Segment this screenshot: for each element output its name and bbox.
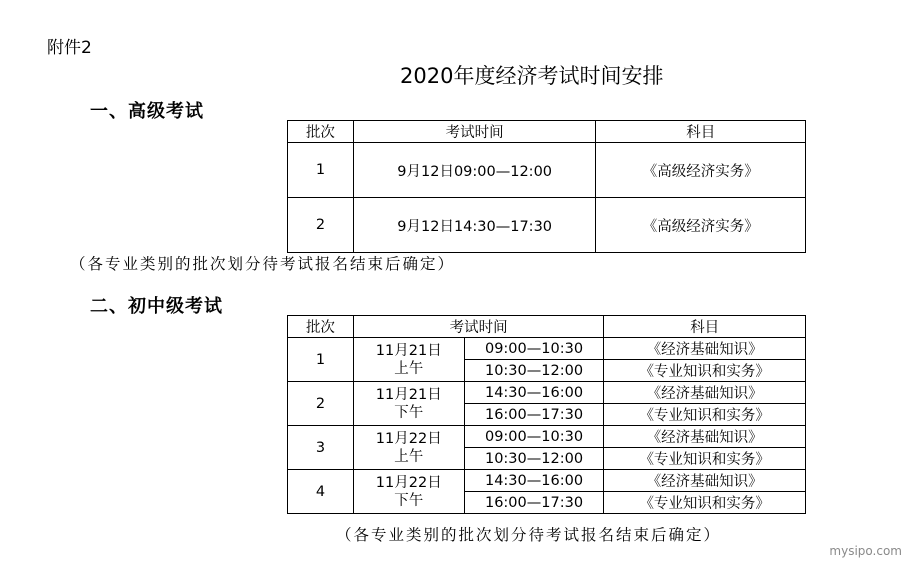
date-cell	[353, 338, 464, 382]
table-row	[288, 426, 806, 448]
time-cell: 09:00—10:30	[464, 426, 604, 448]
time-cell: 14:30—16:00	[464, 470, 604, 492]
senior-note: （各专业类别的批次划分待考试报名结束后确定）	[70, 255, 456, 273]
time-cell: 16:00—17:30	[464, 404, 604, 426]
date-cell	[353, 470, 464, 514]
header-time: 考试时间	[353, 121, 596, 143]
subject-cell: 《专业知识和实务》	[604, 404, 806, 426]
batch-cell: 3	[288, 426, 354, 470]
document-title: 2020年度经济考试时间安排	[400, 64, 664, 88]
header-batch: 批次	[288, 316, 354, 338]
subject-cell: 《经济基础知识》	[604, 338, 806, 360]
date-text: 11月22日	[375, 474, 442, 491]
subject-cell: 《高级经济实务》	[596, 143, 806, 198]
date-text: 11月21日	[375, 386, 442, 403]
batch-cell: 2	[288, 382, 354, 426]
time-cell: 10:30—12:00	[464, 448, 604, 470]
period-text: 上午	[394, 360, 424, 377]
date-cell	[353, 426, 464, 470]
subject-cell: 《专业知识和实务》	[604, 360, 806, 382]
section-junior-heading: 二、初中级考试	[90, 296, 223, 317]
table-row	[288, 143, 806, 198]
period-text: 上午	[394, 448, 424, 465]
header-time: 考试时间	[353, 316, 604, 338]
table-row	[288, 470, 806, 492]
batch-cell: 1	[288, 338, 354, 382]
date-text: 11月21日	[375, 342, 442, 359]
period-text: 下午	[394, 404, 424, 421]
header-batch: 批次	[288, 121, 354, 143]
section-senior-heading: 一、高级考试	[90, 101, 204, 122]
subject-cell: 《经济基础知识》	[604, 470, 806, 492]
time-cell: 16:00—17:30	[464, 492, 604, 514]
junior-exam-table	[287, 315, 806, 514]
time-cell: 09:00—10:30	[464, 338, 604, 360]
table-row	[288, 198, 806, 253]
table-row	[288, 338, 806, 360]
table-header-row	[288, 316, 806, 338]
batch-cell: 2	[288, 198, 354, 253]
subject-cell: 《经济基础知识》	[604, 382, 806, 404]
time-cell: 14:30—16:00	[464, 382, 604, 404]
senior-exam-table	[287, 120, 806, 253]
time-cell: 10:30—12:00	[464, 360, 604, 382]
watermark: mysipo.com	[829, 544, 902, 558]
time-cell: 9月12日14:30—17:30	[353, 198, 596, 253]
junior-note: （各专业类别的批次划分待考试报名结束后确定）	[336, 526, 722, 544]
subject-cell: 《专业知识和实务》	[604, 492, 806, 514]
header-subject: 科目	[604, 316, 806, 338]
date-text: 11月22日	[375, 430, 442, 447]
header-subject: 科目	[596, 121, 806, 143]
subject-cell: 《专业知识和实务》	[604, 448, 806, 470]
attachment-label: 附件2	[47, 38, 92, 58]
subject-cell: 《经济基础知识》	[604, 426, 806, 448]
period-text: 下午	[394, 492, 424, 509]
batch-cell: 4	[288, 470, 354, 514]
date-cell	[353, 382, 464, 426]
subject-cell: 《高级经济实务》	[596, 198, 806, 253]
table-header-row	[288, 121, 806, 143]
table-row	[288, 382, 806, 404]
time-cell: 9月12日09:00—12:00	[353, 143, 596, 198]
batch-cell: 1	[288, 143, 354, 198]
